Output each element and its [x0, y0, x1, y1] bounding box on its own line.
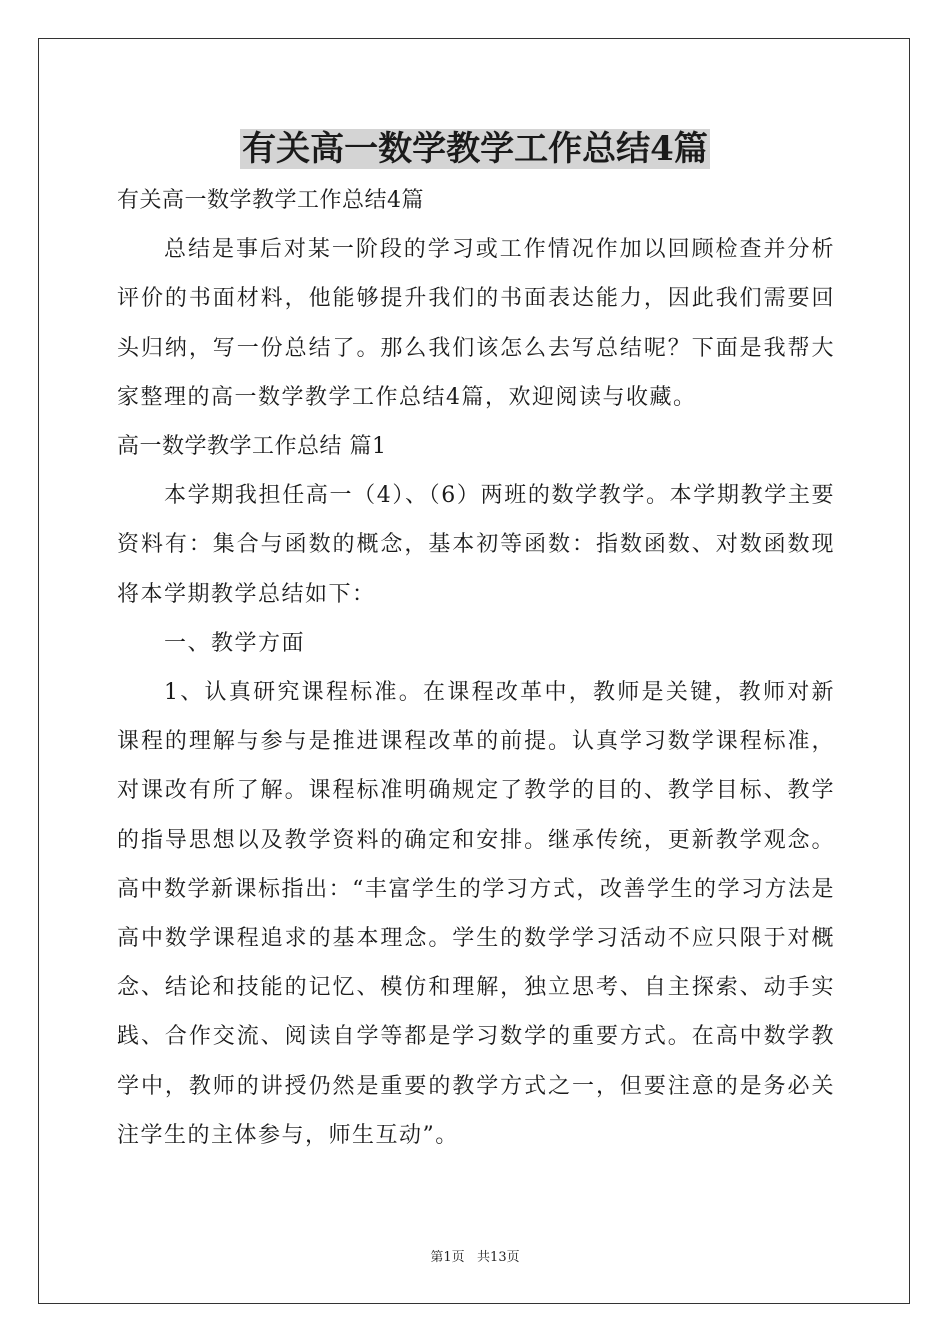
- document-title: [0, 124, 950, 174]
- document-subtitle: 有关高一数学教学工作总结4篇: [117, 188, 424, 213]
- document-title-text: 有关高一数学教学工作总结4篇: [242, 129, 708, 169]
- curriculum-standard-paragraph: 1、认真研究课程标准。在课程改革中，教师是关键，教师对新课程的理解与参与是推进课程改革的前提。认真学习数学课程标准，对课改有所了解。课程标准明确规定了教学的目的、教学目标、教学的指导思想以及教学资料的确定和安排。继承传统，更新教学观念。高中数学新课标指出：“丰富学生的学习方式，改善学生的学习方法是高中数学课程追求的基本理念。学生的数学学习活动不应只限于对概念、结论和技能的记忆、模仿和理解，独立思考、自主探索、动手实践、合作交流、阅读自学等都是学习数学的重要方式。在高中数学教学中，教师的讲授仍然是重要的教学方式之一，但要注意的是务必关注学生的主体参与，师生互动”。: [117, 680, 835, 1148]
- section-heading-part-1: 高一数学教学工作总结 篇1: [117, 434, 387, 460]
- intro-paragraph: 总结是事后对某一阶段的学习或工作情况作加以回顾检查并分析评价的书面材料，他能够提升我们的书面表达能力，因此我们需要回头归纳，写一份总结了。那么我们该怎么去写总结呢？下面是我帮大家整理的高一数学教学工作总结4篇，欢迎阅读与收藏。: [117, 237, 835, 410]
- page-footer: 第1页 共13页: [430, 1250, 520, 1265]
- semester-overview-paragraph: 本学期我担任高一（4）、（6）两班的数学教学。本学期教学主要资料有：集合与函数的概念，基本初等函数：指数函数、对数函数现将本学期教学总结如下：: [117, 483, 835, 607]
- subsection-heading-teaching: 一、教学方面: [164, 630, 306, 656]
- document-body: [117, 176, 835, 1160]
